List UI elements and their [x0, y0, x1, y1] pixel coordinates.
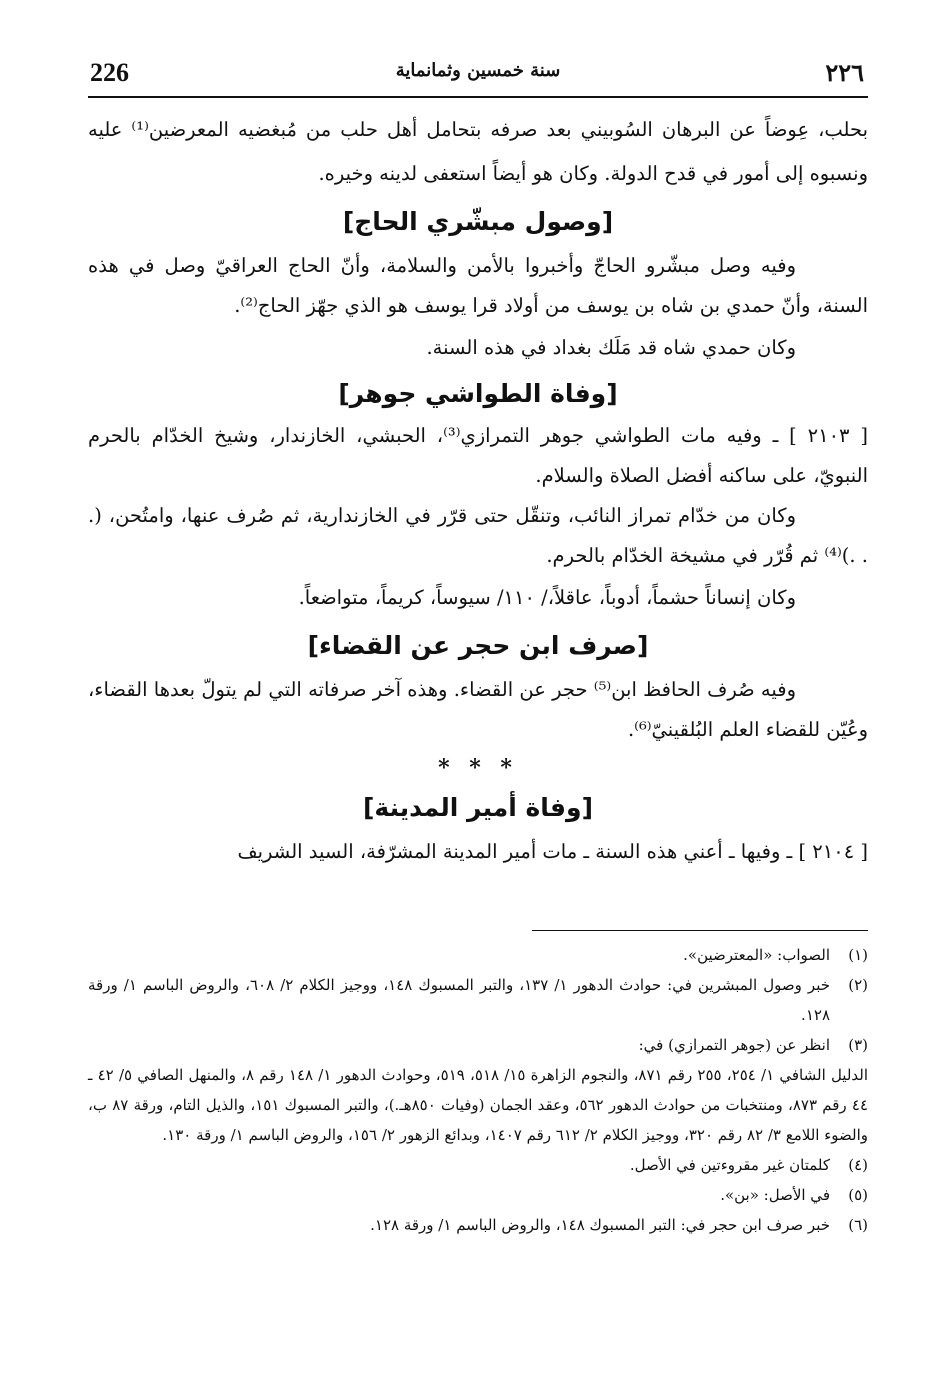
page-body [88, 108, 868, 874]
section-heading: [وفاة الطواشي جوهر] [338, 379, 618, 408]
paragraph: وكان إنساناً حشماً، أدوباً، عاقلاً،/ ١١٠/ سيوساً، كريماً، متواضعاً. [298, 586, 796, 609]
footnote [88, 1210, 868, 1240]
paragraph: وفيه وصل مبشّرو الحاجّ وأخبروا بالأمن والسلامة، وأنّ الحاج العراقيّ وصل في هذه السنة، وأنّ حمدي بن شاه بن يوسف من أولاد قرا يوسف هو الذي جهّز الحاج⁽²⁾. [88, 254, 868, 317]
footnote-text: خبر وصول المبشرين في: حوادث الدهور ١/ ١٣٧، والتبر المسبوك ١٤٨، ووجيز الكلام ٢/ ٦٠٨، والروض الباسم ١/ ورقة ١٢٨. [88, 976, 830, 1024]
footnote-text: الصواب: «المعترضين». [683, 946, 830, 964]
section-heading: [وفاة أمير المدينة] [362, 793, 594, 822]
footnote-text: في الأصل: «بن». [720, 1186, 830, 1204]
footnote [88, 1180, 868, 1210]
footnote-text: كلمتان غير مقروءتين في الأصل. [629, 1156, 830, 1174]
footnote-number: (٣) [848, 1036, 868, 1054]
footnote-text: انظر عن (جوهر التمرازي) في: [638, 1036, 830, 1054]
running-title: سنة خمسين وثمانماية [395, 60, 561, 81]
paragraph: [ ٢١٠٣ ] ـ وفيه مات الطواشي جوهر التمرازي⁽³⁾، الحبشي، الخازندار، وشيخ الخدّام بالحرم النبويّ، على ساكنه أفضل الصلاة والسلام. [88, 424, 868, 487]
footnote-number: (٢) [848, 976, 868, 994]
footnote [88, 1150, 868, 1180]
paragraph: وكان من خدّام تمراز النائب، وتنقّل حتى قرّر في الخازندارية، ثم صُرف عنها، وامتُحن، (. . .)⁽⁴⁾ ثم قُرّر في مشيخة الخدّام بالحرم. [88, 504, 868, 567]
page-number-arabic: ٢٢٦ [825, 58, 864, 87]
section-heading: [صرف ابن حجر عن القضاء] [307, 631, 649, 660]
footnote-number: (٦) [848, 1216, 868, 1234]
page-header [88, 58, 868, 92]
footnote-continuation [88, 1060, 868, 1150]
footnotes [88, 940, 868, 1240]
paragraph: وفيه صُرف الحافظ ابن⁽⁵⁾ حجر عن القضاء. وهذه آخر صرفاته التي لم يتولّ بعدها القضاء، وعُيّن للقضاء العلم البُلقينيّ⁽⁶⁾. [88, 678, 868, 741]
section-heading: [وصول مبشّري الحاج] [342, 207, 614, 236]
page-number-latin: 226 [90, 58, 129, 87]
footnote [88, 1030, 868, 1060]
footnote-number: (٥) [848, 1186, 868, 1204]
paragraph: بحلب، عِوضاً عن البرهان السُوبيني بعد صرفه بتحامل أهل حلب من مُبغضيه المعرضين⁽¹⁾ عليه ونسبوه إلى أمور في قدح الدولة. وكان هو أيضاً استعفى لدينه وخيره. [88, 118, 868, 185]
footnote-text: الدليل الشافي ١/ ٢٥٤، ٢٥٥ رقم ٨٧١، والنجوم الزاهرة ١٥/ ٥١٨، ٥١٩، وحوادث الدهور ١/ ١٤٨ رقم ٨، والمنهل الصافي ٥/ ٤٢ ـ ٤٤ رقم ٨٧٣، ومنتخبات من حوادث الدهور ٥٦٢، وعقد الجمان (وفيات ٨٥٠هـ.)، والتبر المسبوك ١٥١، والذيل التام، ورقة ٨٧ ب، والضوء اللامع ٣/ ٨٢ رقم ٣٢٠، ووجيز الكلام ٢/ ٦١٢ رقم ١٤٠٧، وبدائع الزهور ٢/ ١٥٦، والروض الباسم ١/ ورقة ١٣٠. [88, 1066, 869, 1144]
footnote-separator [532, 930, 868, 931]
footnote-number: (٤) [848, 1156, 868, 1174]
section-separator-stars: * * * [438, 755, 518, 781]
footnote [88, 940, 868, 970]
footnote-text: خبر صرف ابن حجر في: التبر المسبوك ١٤٨، والروض الباسم ١/ ورقة ١٢٨. [370, 1216, 830, 1234]
paragraph: وكان حمدي شاه قد مَلَك بغداد في هذه السنة. [426, 336, 796, 359]
footnote-number: (١) [848, 946, 868, 964]
footnote [88, 970, 868, 1030]
header-rule [88, 96, 868, 98]
paragraph: [ ٢١٠٤ ] ـ وفيها ـ أعني هذه السنة ـ مات أمير المدينة المشرّفة، السيد الشريف [237, 840, 868, 863]
